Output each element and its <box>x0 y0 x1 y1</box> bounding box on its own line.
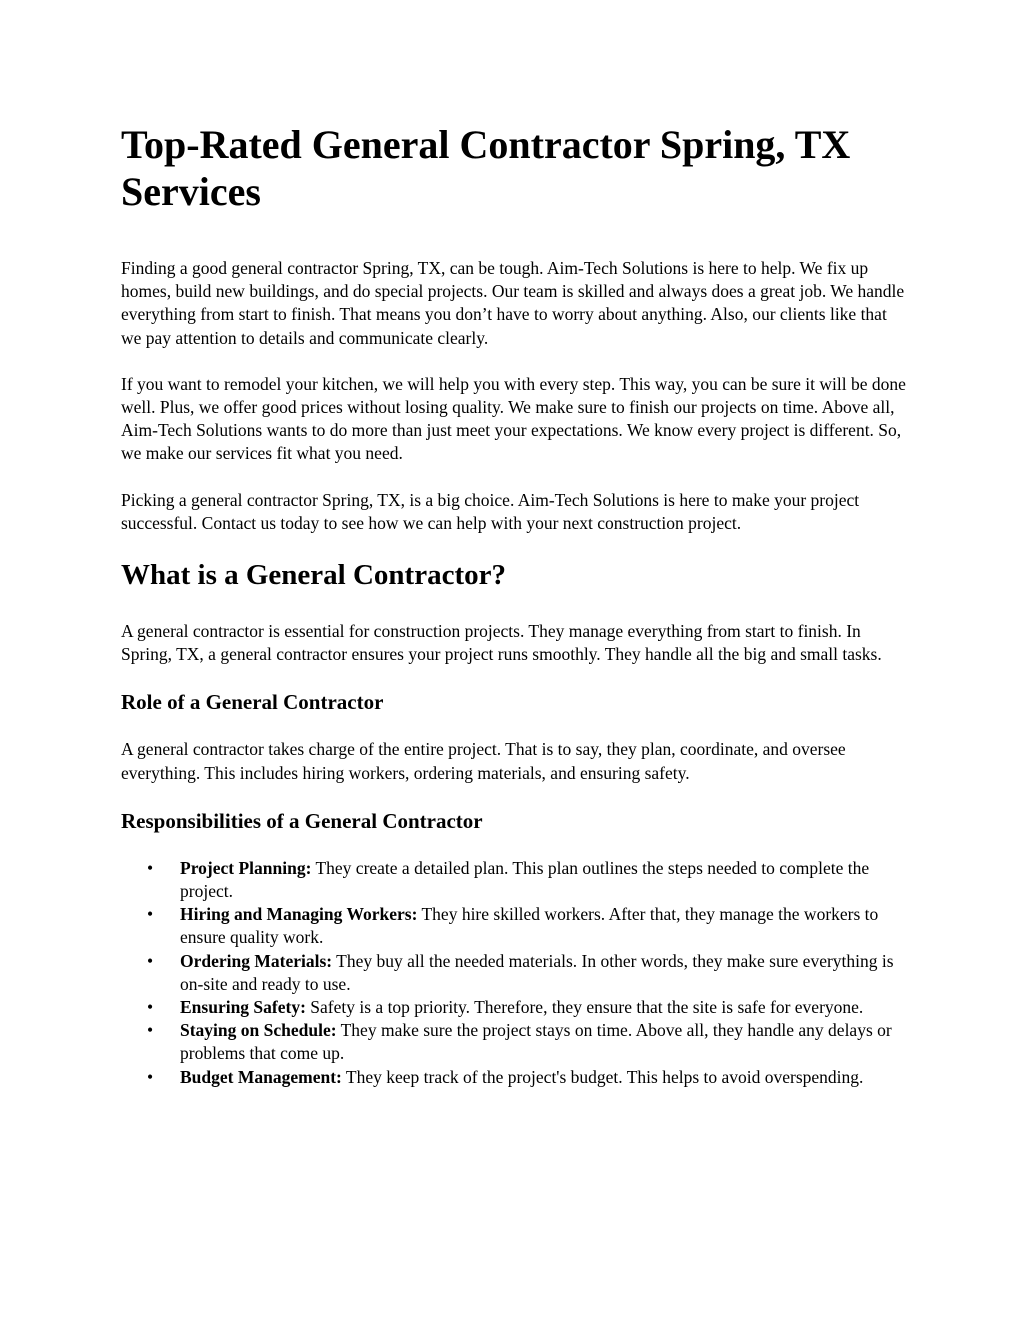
list-item-text: They keep track of the project's budget. This helps to avoid overspending. <box>341 1066 864 1087</box>
list-item <box>147 857 911 903</box>
list-item-term: Staying on Schedule: <box>180 1020 337 1041</box>
section-heading-what-is: What is a General Contractor? <box>121 559 506 592</box>
intro-paragraph-1: Finding a good general contractor Spring, TX, can be tough. Aim-Tech Solutions is here to help. We fix up homes, build new buildings, and do special projects. Our team is skilled and always does a great job. We handle everything from start to finish. That means you don’t have to worry about anything. Also, our clients like that we pay attention to details and communicate clearly. <box>121 258 905 348</box>
list-item-text: They hire skilled workers. After that, they manage the workers to ensure quality work. <box>180 904 879 948</box>
document-page <box>121 121 911 1089</box>
list-item-term: Budget Management: <box>180 1066 342 1087</box>
subsection-heading-role: Role of a General Contractor <box>121 690 384 715</box>
bullet-icon: • <box>147 1066 154 1087</box>
list-item <box>147 903 911 949</box>
list-item <box>147 1019 911 1065</box>
page-title: Top-Rated General Contractor Spring, TX Services <box>121 122 851 214</box>
list-item-term: Ensuring Safety: <box>180 997 306 1018</box>
list-item <box>147 996 911 1019</box>
list-item <box>147 1066 911 1089</box>
list-item-text: They create a detailed plan. This plan outlines the steps needed to complete the project. <box>180 857 870 902</box>
responsibilities-list <box>121 857 911 1089</box>
intro-paragraph-2: If you want to remodel your kitchen, we will help you with every step. This way, you can be sure it will be done well. Plus, we offer good prices without losing quality. We make sure to finish our projects on time. Above all, Aim-Tech Solutions wants to do more than just meet your expectations. We know every project is different. So, we make our services fit what you need. <box>121 373 906 464</box>
bullet-icon: • <box>147 950 154 971</box>
list-item-text: Safety is a top priority. Therefore, they ensure that the site is safe for everyone. <box>305 997 864 1018</box>
list-item-text: They make sure the project stays on time. Above all, they handle any delays or problems that come up. <box>180 1020 892 1064</box>
bullet-icon: • <box>147 904 154 925</box>
intro-paragraph-3: Picking a general contractor Spring, TX, is a big choice. Aim-Tech Solutions is here to make your project successful. Contact us today to see how we can help with your next construction project. <box>121 489 860 533</box>
list-item-text: They buy all the needed materials. In other words, they make sure everything is on-site and ready to use. <box>180 950 894 994</box>
list-item-term: Hiring and Managing Workers: <box>180 904 418 925</box>
list-item-term: Project Planning: <box>180 857 312 878</box>
list-item <box>147 950 911 996</box>
bullet-icon: • <box>147 857 154 878</box>
subsection-heading-responsibilities: Responsibilities of a General Contractor <box>121 808 483 833</box>
subsection-paragraph-role: A general contractor takes charge of the entire project. That is to say, they plan, coordinate, and oversee everything. This includes hiring workers, ordering materials, and ensuring safety. <box>121 739 846 783</box>
bullet-icon: • <box>147 1020 154 1041</box>
section-paragraph-what-is: A general contractor is essential for construction projects. They manage everything from start to finish. In Spring, TX, a general contractor ensures your project runs smoothly. They handle all the big and small tasks. <box>121 621 882 665</box>
list-item-term: Ordering Materials: <box>180 950 333 971</box>
bullet-icon: • <box>147 997 154 1018</box>
